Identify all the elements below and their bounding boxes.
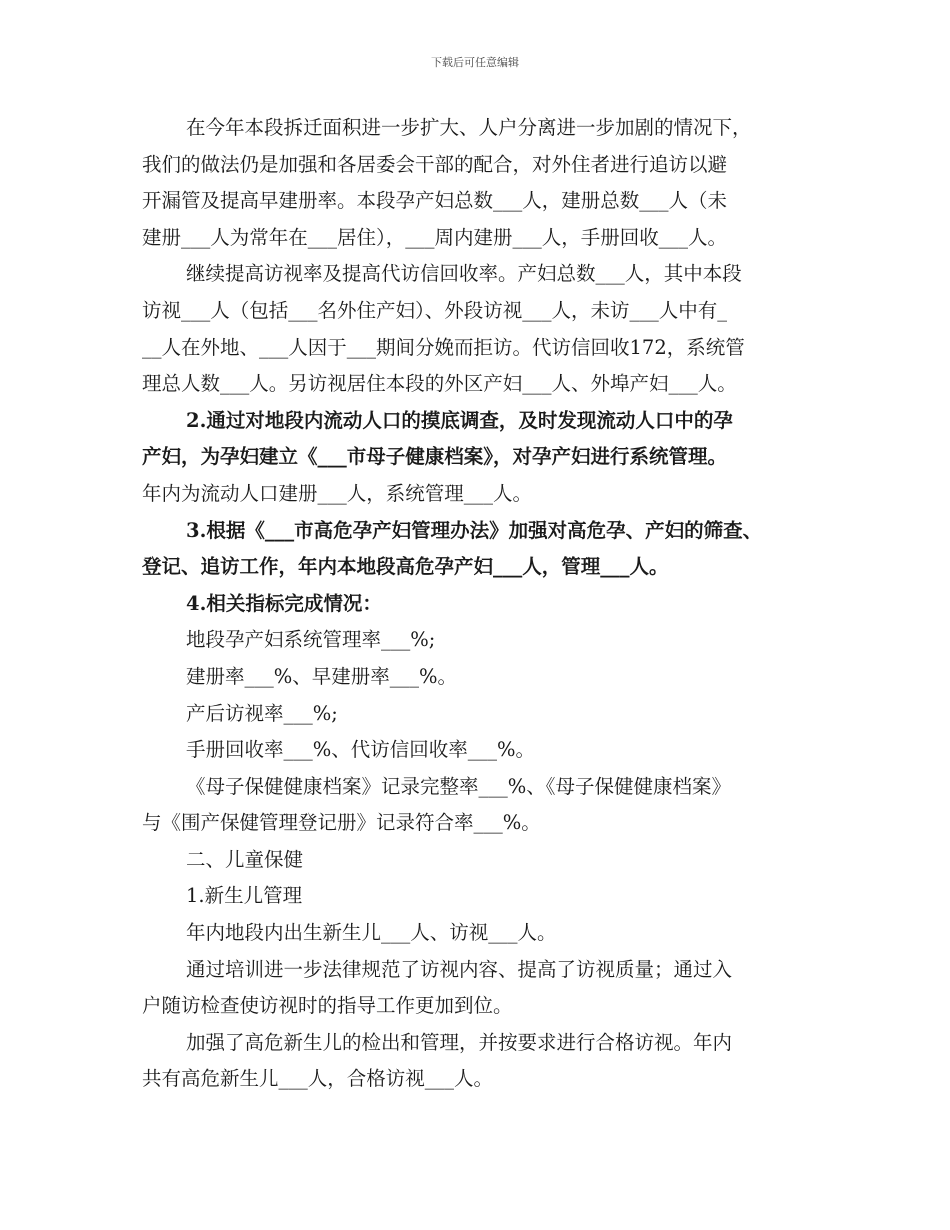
text-line: 户随访检查使访视时的指导工作更加到位。 xyxy=(142,994,513,1018)
text-line: 1.新生儿管理 xyxy=(186,884,303,908)
text-line: 《母子保健健康档案》记录完整率___%、《母子保健健康档案》 xyxy=(186,774,732,798)
text-line: 2.通过对地段内流动人口的摸底调查，及时发现流动人口中的孕 xyxy=(186,408,733,432)
text-line: 手册回收率___%、代访信回收率___%。 xyxy=(186,738,536,762)
text-line: 建册率___%、早建册率___%。 xyxy=(186,664,458,688)
text-line: 开漏管及提高早建册率。本段孕产妇总数___人，建册总数___人（未 xyxy=(142,189,728,213)
text-line: 理总人数___人。另访视居住本段的外区产妇___人、外埠产妇___人。 xyxy=(142,372,737,396)
text-line: 产妇，为孕妇建立《___市母子健康档案》，对孕产妇进行系统管理。 xyxy=(142,445,728,469)
text-line: 共有高危新生儿___人，合格访视___人。 xyxy=(142,1067,494,1091)
text-line: 在今年本段拆迁面积进一步扩大、人户分离进一步加剧的情况下， xyxy=(186,116,752,139)
page-header: 下载后可任意编辑 xyxy=(431,56,519,69)
text-line: 年内为流动人口建册___人，系统管理___人。 xyxy=(142,481,533,505)
document-body xyxy=(142,110,810,1098)
text-line: 我们的做法仍是加强和各居委会干部的配合，对外住者进行追访以避 xyxy=(142,152,728,176)
text-line: 加强了高危新生儿的检出和管理，并按要求进行合格访视。年内 xyxy=(186,1030,733,1054)
text-line: 登记、追访工作，年内本地段高危孕产妇___人，管理___人。 xyxy=(142,555,669,579)
text-line: 年内地段内出生新生儿___人、访视___人。 xyxy=(186,921,557,945)
text-line: 3.根据《___市高危孕产妇管理办法》加强对高危孕、产妇的筛查、 xyxy=(186,518,763,542)
text-line: 二、儿童保健 xyxy=(186,847,304,871)
text-line: __人在外地、___人因于___期间分娩而拒访。代访信回收172，系统管 xyxy=(142,335,745,359)
text-line: 通过培训进一步法律规范了访视内容、提高了访视质量；通过入 xyxy=(186,957,733,981)
text-line: 建册___人为常年在___居住），___周内建册___人，手册回收___人。 xyxy=(142,225,728,249)
text-line: 地段孕产妇系统管理率___%; xyxy=(186,628,436,652)
text-line: 访视___人（包括___名外住产妇）、外段访视___人，未访___人中有_ xyxy=(142,298,728,322)
text-line: 4.相关指标完成情况： xyxy=(186,591,382,615)
text-line: 产后访视率___%; xyxy=(186,701,338,725)
text-line: 与《围产保健管理登记册》记录符合率___%。 xyxy=(142,811,541,835)
text-line: 继续提高访视率及提高代访信回收率。产妇总数___人，其中本段 xyxy=(186,262,742,286)
